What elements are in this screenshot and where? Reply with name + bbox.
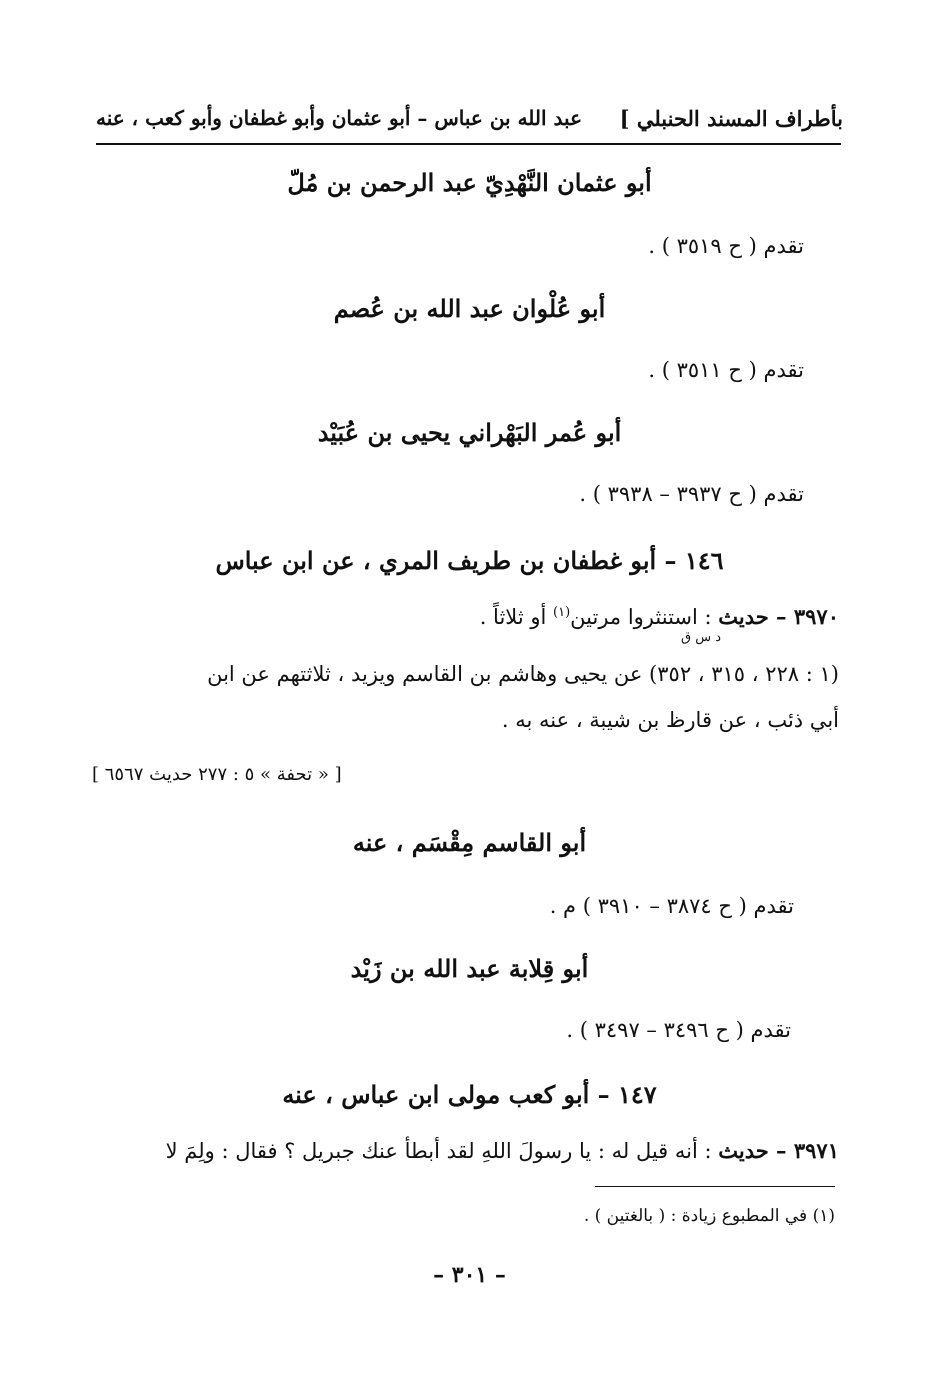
hadith-3970-line [480, 604, 839, 629]
chapter-heading: ١٤٦ – أبو غطفان بن طريف المري ، عن ابن عباس [215, 546, 724, 575]
isnad-line: (١ : ٢٢٨ ، ٣١٥ ، ٣٥٢) عن يحيى وهاشم بن القاسم ويزيد ، ثلاثتهم عن ابن [207, 662, 839, 686]
hadith-text: : استنثروا مرتين [570, 605, 712, 629]
section-heading: أبو عُمر البَهْراني يحيى بن عُبَيْد [317, 418, 622, 447]
section-reference: تقدم ( ح ٣٤٩٦ – ٣٤٩٧ ) . [566, 1018, 791, 1042]
section-reference: تقدم ( ح ٣٨٧٤ – ٣٩١٠ ) م . [549, 894, 794, 918]
section-heading: أبو القاسم مِقْسَم ، عنه [352, 828, 587, 857]
header-rule [96, 143, 841, 145]
section-heading: أبو قِلابة عبد الله بن زَيْد [350, 954, 589, 983]
hadith-text-end: أو ثلاثاً . [479, 605, 547, 629]
tuhfa-reference: [ « تحفة » ٥ : ٢٧٧ حديث ٦٥٦٧ ] [92, 764, 342, 785]
hadith-text: : أنه قيل له : يا رسولَ اللهِ لقد أبطأ عنك جبريل ؟ فقال : ولِمَ لا [165, 1139, 712, 1163]
page-number: – ٣٠١ – [433, 1262, 506, 1288]
section-reference: تقدم ( ح ٣٥١٩ ) . [648, 234, 804, 258]
section-heading: أبو عُلْوان عبد الله بن عُصم [333, 294, 606, 323]
header-running-title: عبد الله بن عباس – أبو عثمان وأبو غطفان وأبو كعب ، عنه [96, 106, 582, 130]
chapter-heading: ١٤٧ – أبو كعب مولى ابن عباس ، عنه [282, 1080, 657, 1109]
footnote-rule [595, 1186, 835, 1187]
footnote-mark: (١) [553, 605, 571, 620]
section-heading: أبو عثمان النَّهْدِيّ عبد الرحمن بن مُلّ [287, 168, 652, 197]
hadith-3971-line [166, 1138, 839, 1163]
header-book-title: بأطراف المسند الحنبلي ] [619, 106, 843, 131]
section-reference: تقدم ( ح ٣٩٣٧ – ٣٩٣٨ ) . [579, 482, 804, 506]
sigla: د س ق [680, 630, 721, 645]
hadith-number: ٣٩٧٠ – حديث [718, 604, 839, 629]
isnad-line: أبي ذئب ، عن قارظ بن شيبة ، عنه به . [501, 708, 839, 732]
hadith-number: ٣٩٧١ – حديث [718, 1138, 839, 1163]
footnote: (١) في المطبوع زيادة : ( بالغتين ) . [583, 1206, 835, 1226]
section-reference: تقدم ( ح ٣٥١١ ) . [648, 358, 804, 382]
